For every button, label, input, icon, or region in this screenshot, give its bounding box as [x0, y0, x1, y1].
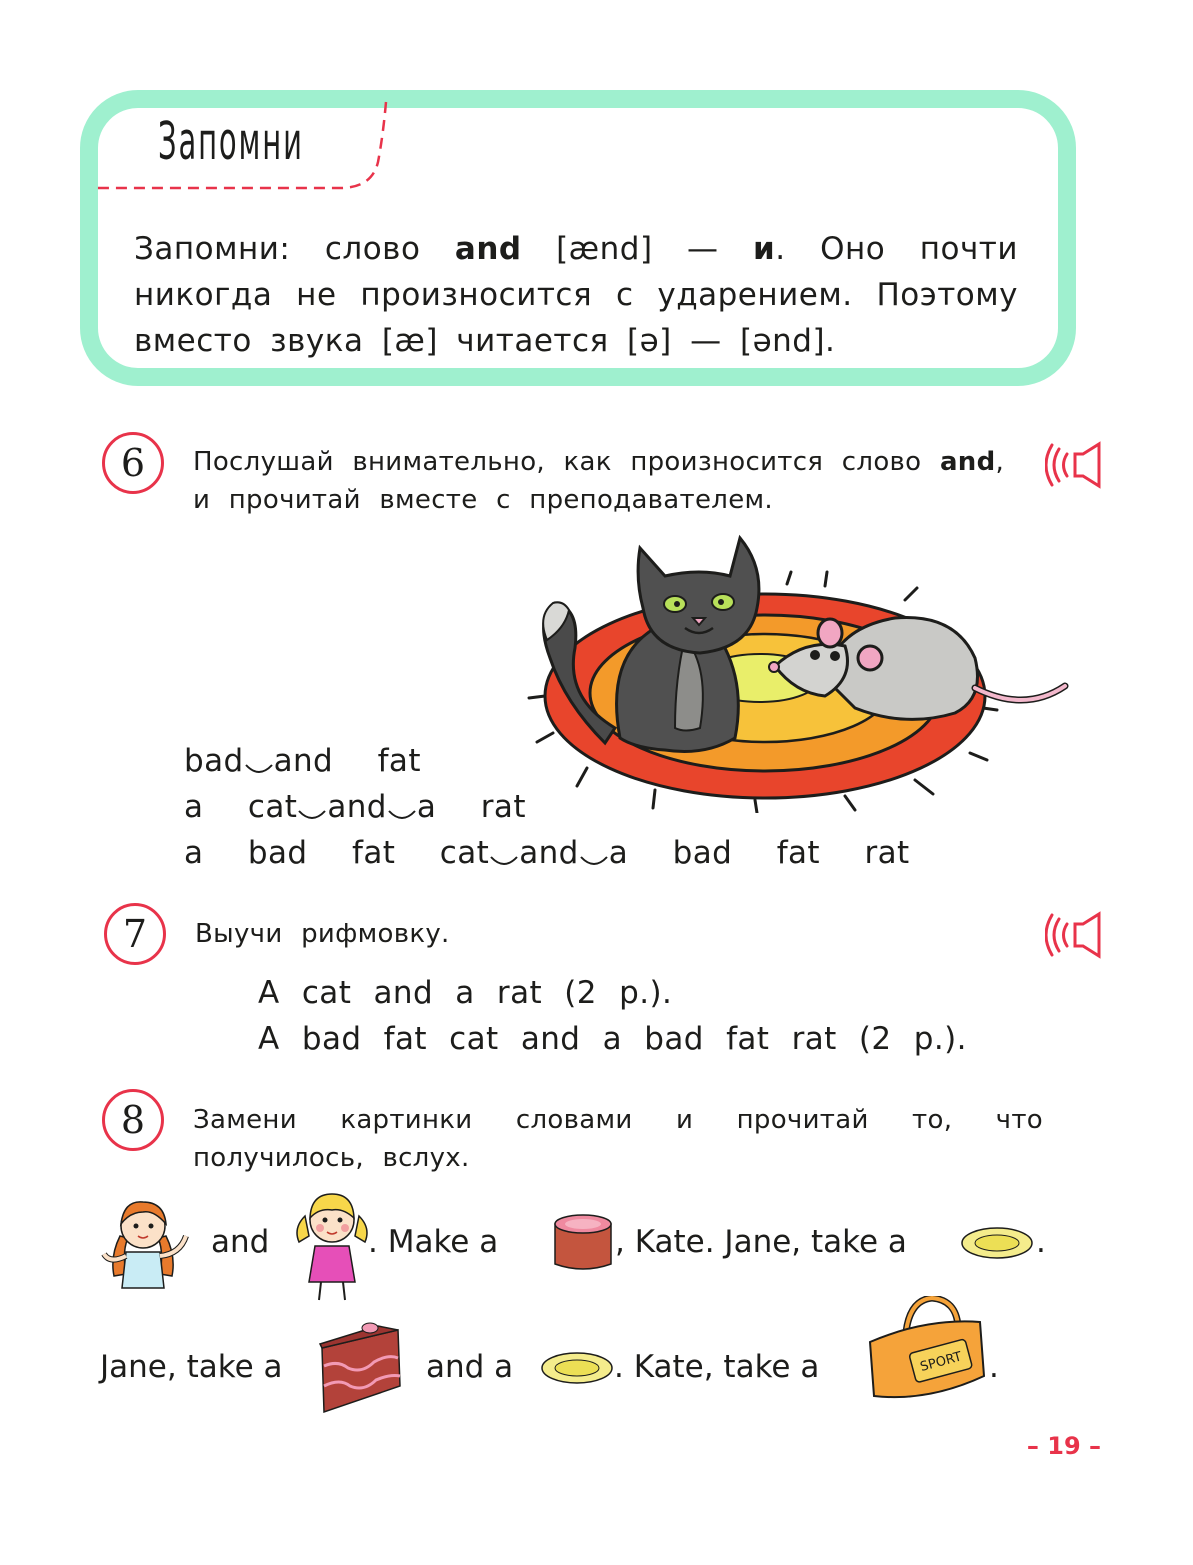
exercise-7-number: 7 [104, 903, 166, 965]
remember-text: Запомни: слово and [ænd] — и. Оно почти никогда не произносится с ударением. Поэтому вместо звука [æ] читается [ə] — [ənd]. [134, 231, 1018, 359]
rhyme-line-2: A bad fat cat and a bad fat rat (2 р.). [258, 1021, 967, 1057]
liaison-mark [579, 855, 609, 869]
remember-title: Запомни [158, 112, 304, 172]
page-number: – 19 – [1026, 1432, 1101, 1460]
liaison-mark [297, 809, 327, 823]
plate-picture [540, 1351, 614, 1385]
plate-picture [960, 1226, 1034, 1260]
liaison-mark [244, 763, 274, 777]
phrase-line-2: a cat and a rat [184, 789, 526, 825]
audio-speaker-icon[interactable] [1045, 910, 1105, 960]
phrase-line-3: a bad fat cat and a bad fat rat [184, 835, 910, 871]
sentence-1-end: . [1036, 1224, 1046, 1260]
sentence-2-and: and a [426, 1349, 514, 1385]
exercise-8-number: 8 [102, 1089, 164, 1151]
exercise-7-instruction: Выучи рифмовку. [195, 919, 450, 949]
cat-and-rat-illustration [525, 528, 1075, 813]
sentence-1-and: and [211, 1224, 270, 1260]
exercise-8-instruction: Замени картинки словами и прочитай то, что получилось, вслух. [193, 1105, 1043, 1173]
girl-kate-picture [100, 1196, 192, 1292]
rhyme-line-1: A cat and a rat (2 р.). [258, 975, 673, 1011]
sport-bag-picture [866, 1296, 988, 1402]
sentence-2-start: Jane, take a [100, 1349, 283, 1385]
sentence-1-kate: , Kate. Jane, take a [615, 1224, 907, 1260]
sausage-picture [551, 1212, 615, 1274]
sentence-2-end: . [989, 1349, 999, 1385]
bag-label: SPORT [918, 1349, 964, 1375]
liaison-mark [489, 855, 519, 869]
exercise-6-number: 6 [102, 432, 164, 494]
audio-speaker-icon[interactable] [1045, 440, 1105, 490]
sentence-2-kate: . Kate, take a [614, 1349, 820, 1385]
exercise-6-instruction: Послушай внимательно, как произносится слово and, и прочитай вместе с преподавателем. [193, 447, 1005, 515]
liaison-mark [387, 809, 417, 823]
girl-jane-picture [293, 1186, 371, 1302]
sentence-1-make: . Make a [368, 1224, 499, 1260]
phrase-line-1: bad and fat [184, 743, 421, 779]
cake-slice-picture [318, 1322, 404, 1414]
